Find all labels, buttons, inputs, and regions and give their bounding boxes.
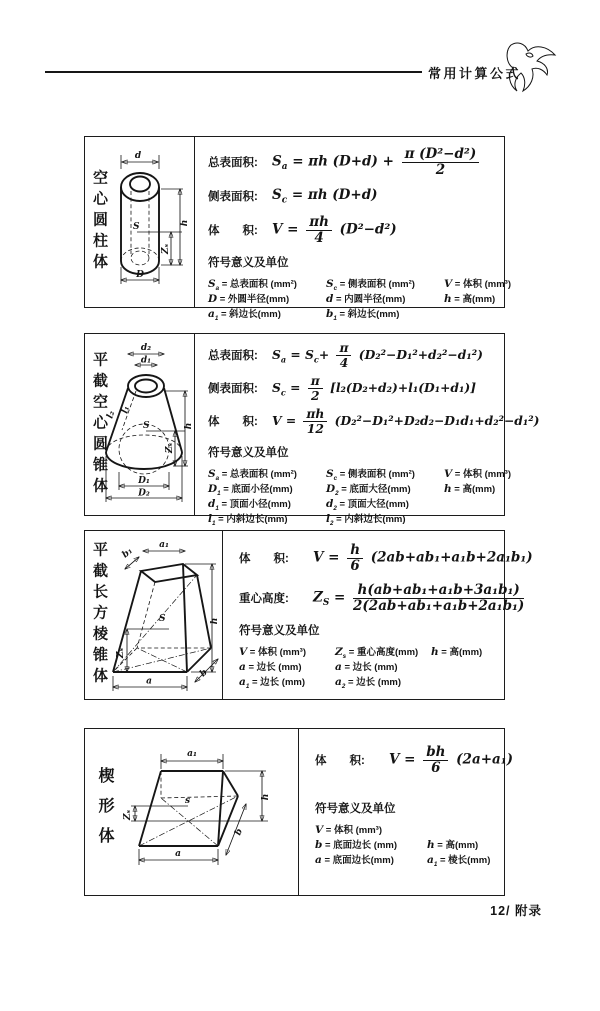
symbol-entry: $S_a$ = 总表面积 (mm²) (208, 278, 297, 293)
dim-label-d2: d₂ (140, 343, 152, 353)
symbol-entry: $b_1$ = 斜边长(mm) (326, 308, 400, 323)
formula-label: 侧表面积: (208, 383, 258, 396)
header-rule (45, 71, 422, 73)
formula-label: 体 积: (208, 225, 258, 238)
symbol-entry: $S_a$ = 总表面积 (mm²) (208, 468, 297, 482)
dim-label-b: b (233, 827, 245, 838)
dim-label-l2: l₂ (105, 409, 118, 420)
symbol-row (239, 658, 533, 673)
dim-label-zs: Zₛ (165, 442, 175, 454)
dim-label-h: h (261, 793, 271, 801)
formula-expression: $S_a = S_c+$ $\frac{\pi}{4}$ (D₂²−D₁²+d₂²−d₁²) (272, 340, 483, 370)
symbol-entry: h = 高(mm) (444, 293, 496, 306)
symbol-row (208, 495, 562, 510)
symbols-title: 符号意义及单位 (239, 625, 320, 638)
formula-row (208, 374, 562, 402)
dim-label-d: d (134, 151, 142, 161)
dim-label-D2: D₂ (138, 488, 150, 499)
symbol-entry: a = 边长 (mm) (335, 661, 398, 674)
formula-label: 总表面积: (208, 157, 258, 170)
dim-label-D1: D₁ (138, 476, 150, 486)
symbol-row (208, 305, 562, 323)
dim-label-zs: Zₛ (161, 243, 171, 255)
symbol-row (315, 836, 539, 851)
section-4-right-cell (299, 729, 539, 895)
section-3-right-cell (223, 531, 533, 699)
formula-expression: V = $\frac{bh}{6}$ (2a+a₁) (389, 744, 514, 776)
section-1-right-cell (195, 137, 562, 323)
page-header-title: 常用计算公式 (428, 66, 522, 81)
dim-label-a: a (175, 849, 181, 859)
dim-label-l1: l₁ (120, 404, 133, 415)
section-wedge (84, 728, 514, 896)
section-3-left-cell (85, 531, 223, 699)
formula-label: 总表面积: (208, 350, 258, 363)
symbol-entry: D = 外圆半径(mm) (208, 293, 290, 306)
formula-row (208, 183, 562, 210)
symbol-entry: $a_1$ = 边长 (mm) (239, 676, 305, 691)
formula-label: 体 积: (208, 416, 258, 429)
formula-row (239, 543, 533, 574)
symbols-title: 符号意义及单位 (208, 257, 289, 270)
symbol-entry: h = 高(mm) (444, 483, 496, 496)
wedge-diagram (85, 729, 296, 894)
formula-label: 重心高度: (239, 593, 289, 606)
formula-expression: V = $\frac{\pi h}{4}$ (D²−d²) (272, 213, 397, 246)
symbol-row (239, 673, 533, 691)
footer-page-label: 12/ 附录 (490, 904, 542, 918)
symbols-title: 符号意义及单位 (208, 447, 289, 460)
symbol-entry: $D_1$ = 底面小径(mm) (208, 483, 293, 497)
symbol-entry: a = 底面边长(mm) (315, 853, 394, 866)
dim-label-D: D (136, 270, 144, 280)
symbol-entry: V = 体积 (mm³) (239, 646, 307, 659)
dim-label-S: S (133, 222, 140, 232)
symbol-entry: h = 高(mm) (431, 646, 483, 659)
dim-label-d1: d₁ (140, 355, 152, 366)
symbol-row (208, 510, 562, 525)
formula-label: 侧表面积: (208, 191, 258, 204)
symbol-entry: a = 边长 (mm) (239, 661, 302, 674)
formula-label: 体 积: (315, 755, 365, 768)
symbol-entry: V = 体积 (mm³) (315, 823, 383, 836)
formula-expression: $S_c$ = $\frac{\pi}{2}$ [l₂(D₂+d₂)+l₁(D₁+d₁)] (272, 373, 477, 403)
dim-label-b1: b₁ (120, 546, 135, 561)
formula-expression: V = $\frac{\pi h}{12}$ (D₂²−D₁²+D₂d₂−D₁d₁+d₂²−d₁²) (272, 406, 540, 436)
symbol-entry: h = 高(mm) (427, 838, 479, 851)
section-1-left-cell (85, 137, 195, 307)
symbol-row (208, 290, 562, 305)
dim-label-b: b (198, 667, 210, 680)
formula-row (239, 583, 533, 614)
dim-label-h: h (180, 219, 190, 227)
symbol-row (315, 821, 539, 836)
symbol-entry: $D_2$ = 底面大径(mm) (326, 483, 411, 497)
section-truncated-rect-pyramid (84, 530, 533, 700)
symbol-row (208, 275, 562, 293)
section-title: 空心圆柱体 (91, 169, 108, 275)
formula-row (315, 745, 539, 776)
formula-expression: $S_a = \pi h$ (D+d) + $\frac{\text{π (D²−d²)}}{2}$ (272, 147, 482, 178)
dim-label-a1: a₁ (159, 540, 169, 550)
section-title: 平截长方棱锥体 (91, 541, 108, 689)
symbols-title: 符号意义及单位 (315, 802, 396, 815)
symbol-entry: $S_c$ = 侧表面积 (mm²) (326, 468, 415, 482)
section-truncated-hollow-cone (84, 333, 540, 527)
symbol-entry: $a_1$ = 棱长(mm) (427, 853, 491, 868)
section-hollow-cylinder (84, 136, 512, 323)
section-2-left-cell (85, 334, 195, 515)
dim-label-zs: Zₛ (116, 647, 126, 659)
symbol-entry: d = 内圆半径(mm) (326, 293, 406, 306)
formula-row (208, 147, 562, 178)
symbol-entry: $l_1$ = 内斜边长(mm) (208, 513, 288, 527)
dim-label-a1: a₁ (187, 749, 197, 759)
symbol-entry: b = 底面边长 (mm) (315, 838, 398, 851)
formula-expression: $S_c = \pi h$ (D+d) (272, 186, 378, 206)
phoenix-bird-icon (502, 40, 560, 96)
symbol-row (208, 465, 562, 480)
symbol-entry: $a_2$ = 边长 (mm) (335, 676, 401, 691)
formula-expression: $Z_S$ = $\frac{\text{h(ab+ab₁+a₁b+3a₁b₁)}}{\text{2(2ab+ab₁+a₁b+2a₁b₁)}}$ (313, 581, 525, 614)
symbol-row (208, 480, 562, 495)
dim-label-S: S (143, 421, 150, 431)
section-4-left-cell (85, 729, 299, 895)
symbol-entry: $d_2$ = 顶面大径(mm) (326, 498, 409, 512)
section-2-right-cell (195, 334, 562, 527)
symbol-row (239, 643, 533, 661)
section-title: 楔形体 (96, 767, 113, 857)
dim-label-h: h (210, 617, 220, 625)
formula-row (208, 215, 562, 246)
formula-row (208, 341, 562, 369)
symbol-entry: $d_1$ = 顶面小径(mm) (208, 498, 291, 512)
symbol-entry: $l_2$ = 内斜边长(mm) (326, 513, 406, 527)
symbol-entry: V = 体积 (mm³) (444, 278, 512, 291)
dim-label-s: s (185, 796, 191, 806)
formula-label: 体 积: (239, 553, 289, 566)
dim-label-S: S (159, 614, 166, 624)
dim-label-a: a (146, 676, 152, 687)
symbol-entry: $Z_s$ = 重心高度(mm) (335, 646, 419, 661)
symbol-entry: $S_c$ = 侧表面积 (mm²) (326, 278, 415, 293)
symbol-row (315, 851, 539, 866)
section-title: 平截空心圆锥体 (91, 351, 108, 498)
dim-label-zs: Zₛ (123, 809, 133, 821)
symbol-entry: $a_1$ = 斜边长(mm) (208, 308, 281, 323)
dim-label-h: h (184, 422, 194, 430)
formula-row (208, 407, 562, 435)
symbol-entry: V = 体积 (mm³) (444, 468, 512, 481)
formula-expression: V = $\frac{h}{6}$ (2ab+ab₁+a₁b+2a₁b₁) (313, 542, 533, 574)
